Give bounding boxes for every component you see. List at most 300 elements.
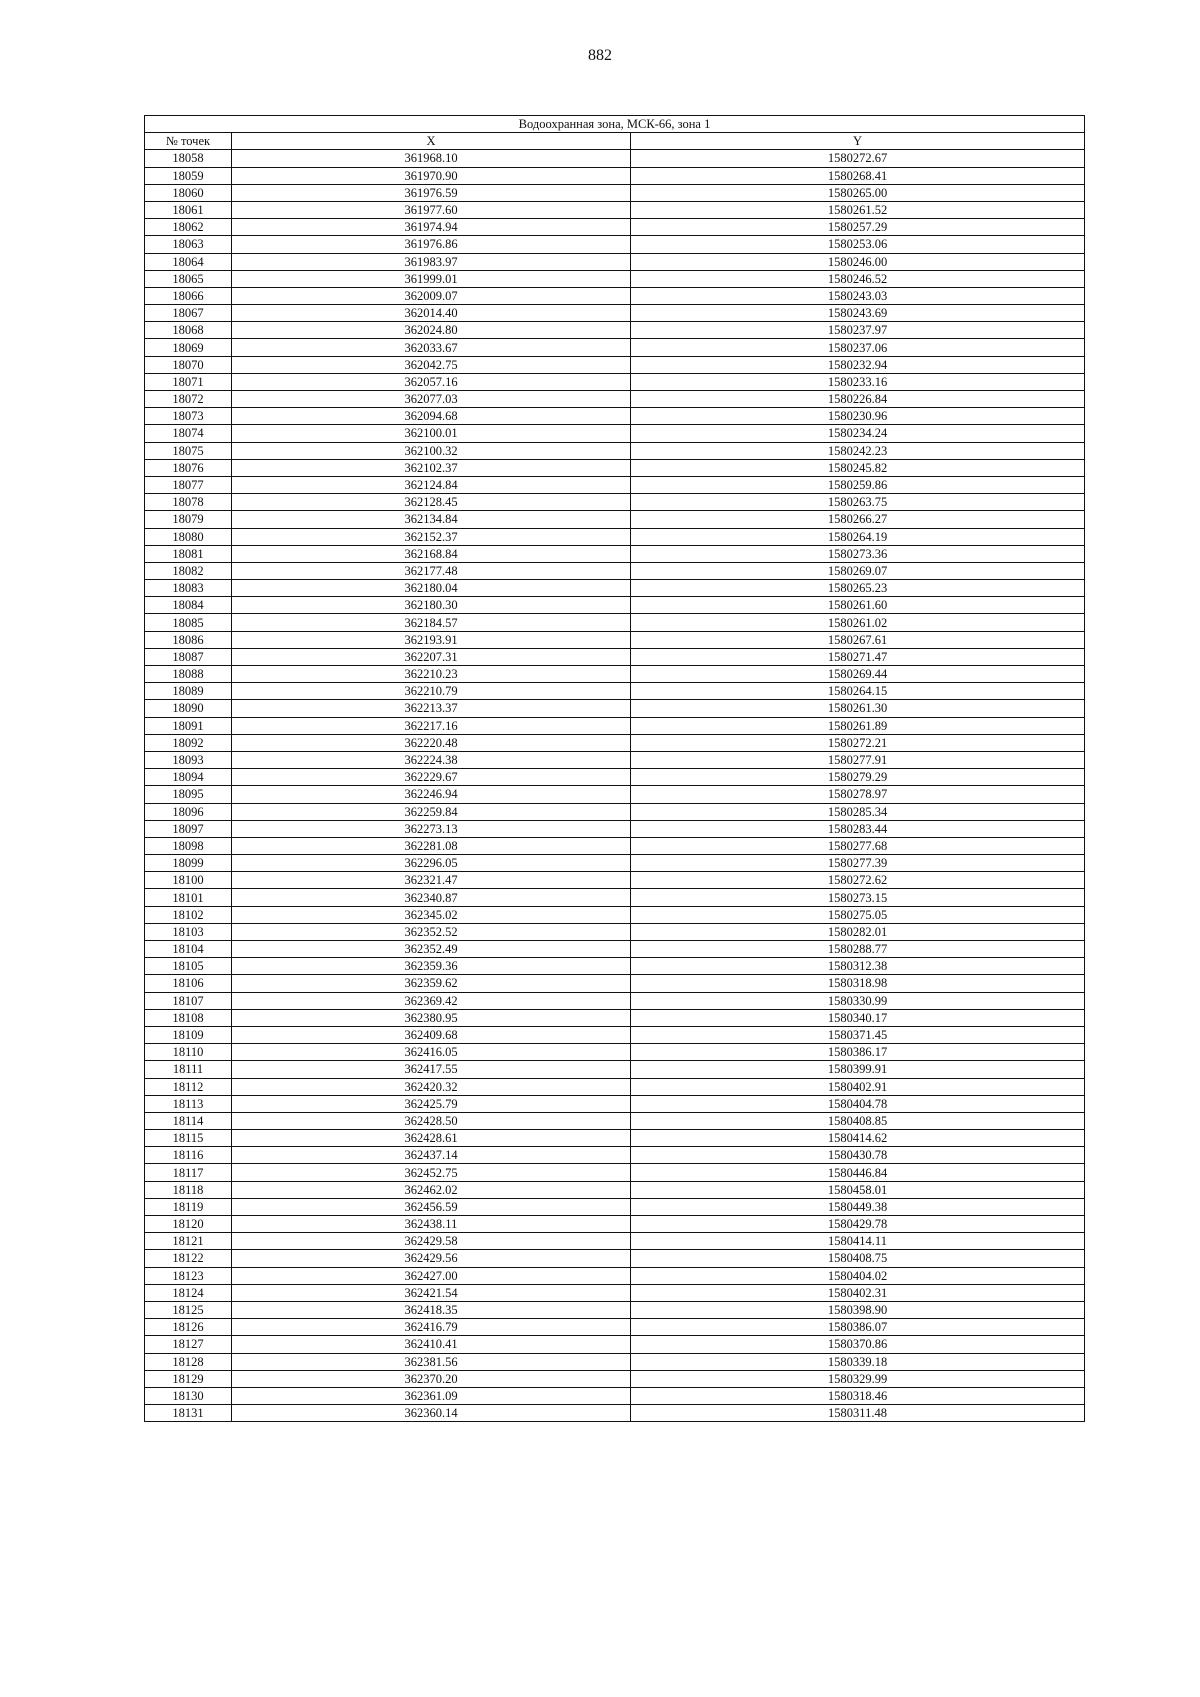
cell-x: 362462.02 [232,1181,631,1198]
cell-x: 362128.45 [232,494,631,511]
table-row [145,786,1085,803]
cell-x: 362152.37 [232,528,631,545]
cell-x: 362409.68 [232,1026,631,1043]
cell-x: 362224.38 [232,751,631,768]
table-row [145,923,1085,940]
cell-y: 1580269.07 [631,562,1085,579]
cell-point-number: 18093 [145,751,232,768]
cell-x: 362077.03 [232,391,631,408]
cell-y: 1580245.82 [631,459,1085,476]
table-row [145,511,1085,528]
cell-y: 1580283.44 [631,820,1085,837]
cell-y: 1580402.31 [631,1284,1085,1301]
cell-y: 1580271.47 [631,648,1085,665]
table-row [145,580,1085,597]
table-row [145,1233,1085,1250]
cell-x: 362213.37 [232,700,631,717]
cell-point-number: 18108 [145,1009,232,1026]
table-row [145,1250,1085,1267]
cell-x: 361976.86 [232,236,631,253]
cell-point-number: 18129 [145,1370,232,1387]
cell-point-number: 18058 [145,150,232,167]
cell-y: 1580243.69 [631,305,1085,322]
cell-point-number: 18106 [145,975,232,992]
coordinates-table [144,115,1085,1422]
cell-x: 362094.68 [232,408,631,425]
cell-x: 362429.56 [232,1250,631,1267]
cell-x: 362381.56 [232,1353,631,1370]
cell-y: 1580265.23 [631,580,1085,597]
cell-y: 1580261.30 [631,700,1085,717]
table-row [145,1405,1085,1422]
cell-point-number: 18112 [145,1078,232,1095]
cell-point-number: 18118 [145,1181,232,1198]
table-row [145,597,1085,614]
table-row [145,1130,1085,1147]
cell-y: 1580318.98 [631,975,1085,992]
cell-point-number: 18067 [145,305,232,322]
cell-y: 1580275.05 [631,906,1085,923]
cell-point-number: 18098 [145,837,232,854]
cell-point-number: 18105 [145,958,232,975]
cell-y: 1580449.38 [631,1198,1085,1215]
cell-y: 1580458.01 [631,1181,1085,1198]
table-row [145,837,1085,854]
cell-x: 362352.52 [232,923,631,940]
cell-y: 1580402.91 [631,1078,1085,1095]
cell-x: 362321.47 [232,872,631,889]
table-row [145,562,1085,579]
cell-point-number: 18078 [145,494,232,511]
table-row [145,1387,1085,1404]
cell-y: 1580268.41 [631,167,1085,184]
cell-y: 1580230.96 [631,408,1085,425]
table-row [145,683,1085,700]
cell-x: 362425.79 [232,1095,631,1112]
cell-point-number: 18090 [145,700,232,717]
cell-x: 362100.01 [232,425,631,442]
cell-y: 1580404.02 [631,1267,1085,1284]
cell-y: 1580386.07 [631,1319,1085,1336]
cell-point-number: 18082 [145,562,232,579]
cell-point-number: 18091 [145,717,232,734]
cell-y: 1580266.27 [631,511,1085,528]
cell-x: 362359.36 [232,958,631,975]
cell-y: 1580277.39 [631,855,1085,872]
table-row [145,270,1085,287]
cell-y: 1580273.36 [631,545,1085,562]
table-row [145,476,1085,493]
table-title: Водоохранная зона, МСК-66, зона 1 [145,116,1085,133]
table-row [145,666,1085,683]
cell-y: 1580340.17 [631,1009,1085,1026]
cell-point-number: 18083 [145,580,232,597]
table-row [145,992,1085,1009]
cell-x: 362210.23 [232,666,631,683]
table-row [145,1078,1085,1095]
cell-x: 362220.48 [232,734,631,751]
table-row [145,1164,1085,1181]
table-row [145,1353,1085,1370]
cell-x: 361983.97 [232,253,631,270]
cell-x: 362428.61 [232,1130,631,1147]
cell-x: 361976.59 [232,184,631,201]
cell-y: 1580259.86 [631,476,1085,493]
cell-point-number: 18061 [145,201,232,218]
cell-point-number: 18103 [145,923,232,940]
table-row [145,459,1085,476]
table-body [145,150,1085,1422]
cell-point-number: 18070 [145,356,232,373]
table-row [145,391,1085,408]
cell-y: 1580329.99 [631,1370,1085,1387]
cell-point-number: 18131 [145,1405,232,1422]
cell-y: 1580370.86 [631,1336,1085,1353]
cell-y: 1580261.60 [631,597,1085,614]
cell-y: 1580404.78 [631,1095,1085,1112]
cell-y: 1580312.38 [631,958,1085,975]
cell-x: 362416.05 [232,1044,631,1061]
cell-y: 1580226.84 [631,391,1085,408]
table-row [145,1198,1085,1215]
table-row [145,1061,1085,1078]
cell-point-number: 18101 [145,889,232,906]
table-row [145,958,1085,975]
cell-y: 1580339.18 [631,1353,1085,1370]
cell-x: 362180.04 [232,580,631,597]
table-row [145,1216,1085,1233]
cell-point-number: 18113 [145,1095,232,1112]
cell-point-number: 18094 [145,769,232,786]
cell-point-number: 18100 [145,872,232,889]
cell-y: 1580263.75 [631,494,1085,511]
table-row [145,855,1085,872]
table-row [145,322,1085,339]
table-row [145,236,1085,253]
table-row [145,751,1085,768]
cell-point-number: 18127 [145,1336,232,1353]
table-row [145,872,1085,889]
cell-point-number: 18059 [145,167,232,184]
table-row [145,287,1085,304]
cell-y: 1580408.85 [631,1112,1085,1129]
table-row [145,219,1085,236]
cell-y: 1580261.52 [631,201,1085,218]
cell-point-number: 18063 [145,236,232,253]
cell-x: 362452.75 [232,1164,631,1181]
cell-x: 362296.05 [232,855,631,872]
cell-x: 362134.84 [232,511,631,528]
cell-point-number: 18125 [145,1301,232,1318]
cell-point-number: 18060 [145,184,232,201]
cell-x: 362360.14 [232,1405,631,1422]
cell-x: 361974.94 [232,219,631,236]
cell-x: 361999.01 [232,270,631,287]
cell-y: 1580285.34 [631,803,1085,820]
table-row [145,941,1085,958]
cell-x: 362428.50 [232,1112,631,1129]
cell-point-number: 18107 [145,992,232,1009]
cell-point-number: 18096 [145,803,232,820]
table-row [145,631,1085,648]
cell-x: 362177.48 [232,562,631,579]
cell-y: 1580318.46 [631,1387,1085,1404]
cell-x: 362024.80 [232,322,631,339]
cell-y: 1580246.00 [631,253,1085,270]
cell-y: 1580430.78 [631,1147,1085,1164]
cell-x: 362438.11 [232,1216,631,1233]
table-row [145,803,1085,820]
cell-point-number: 18071 [145,373,232,390]
table-row [145,1319,1085,1336]
cell-y: 1580414.11 [631,1233,1085,1250]
cell-point-number: 18092 [145,734,232,751]
cell-point-number: 18062 [145,219,232,236]
cell-x: 362193.91 [232,631,631,648]
cell-y: 1580246.52 [631,270,1085,287]
cell-x: 362369.42 [232,992,631,1009]
table-row [145,528,1085,545]
cell-y: 1580272.62 [631,872,1085,889]
cell-point-number: 18110 [145,1044,232,1061]
cell-y: 1580278.97 [631,786,1085,803]
cell-y: 1580273.15 [631,889,1085,906]
cell-x: 362042.75 [232,356,631,373]
cell-point-number: 18075 [145,442,232,459]
table-row [145,906,1085,923]
table-row [145,425,1085,442]
cell-x: 362184.57 [232,614,631,631]
cell-point-number: 18128 [145,1353,232,1370]
cell-y: 1580371.45 [631,1026,1085,1043]
table-title-row [145,116,1085,133]
cell-y: 1580446.84 [631,1164,1085,1181]
cell-y: 1580261.89 [631,717,1085,734]
table-row [145,889,1085,906]
cell-y: 1580269.44 [631,666,1085,683]
cell-point-number: 18086 [145,631,232,648]
cell-y: 1580330.99 [631,992,1085,1009]
cell-x: 362057.16 [232,373,631,390]
cell-x: 362217.16 [232,717,631,734]
cell-point-number: 18069 [145,339,232,356]
cell-y: 1580311.48 [631,1405,1085,1422]
cell-point-number: 18066 [145,287,232,304]
cell-x: 362352.49 [232,941,631,958]
cell-x: 362427.00 [232,1267,631,1284]
cell-x: 362456.59 [232,1198,631,1215]
cell-x: 362229.67 [232,769,631,786]
cell-point-number: 18072 [145,391,232,408]
page-number: 882 [588,47,612,64]
cell-point-number: 18114 [145,1112,232,1129]
header-x: X [232,133,631,150]
cell-y: 1580279.29 [631,769,1085,786]
cell-point-number: 18109 [145,1026,232,1043]
cell-y: 1580282.01 [631,923,1085,940]
cell-point-number: 18115 [145,1130,232,1147]
cell-y: 1580265.00 [631,184,1085,201]
cell-point-number: 18122 [145,1250,232,1267]
cell-y: 1580277.68 [631,837,1085,854]
table-row [145,305,1085,322]
table-row [145,1026,1085,1043]
cell-y: 1580234.24 [631,425,1085,442]
cell-y: 1580277.91 [631,751,1085,768]
cell-x: 362033.67 [232,339,631,356]
table-row [145,1370,1085,1387]
cell-point-number: 18120 [145,1216,232,1233]
cell-y: 1580414.62 [631,1130,1085,1147]
cell-point-number: 18097 [145,820,232,837]
cell-point-number: 18085 [145,614,232,631]
table-row [145,201,1085,218]
table-row [145,614,1085,631]
table-row [145,150,1085,167]
cell-point-number: 18064 [145,253,232,270]
table-row [145,253,1085,270]
cell-x: 361968.10 [232,150,631,167]
table-row [145,820,1085,837]
cell-point-number: 18081 [145,545,232,562]
cell-point-number: 18073 [145,408,232,425]
cell-point-number: 18077 [145,476,232,493]
cell-point-number: 18123 [145,1267,232,1284]
table-row [145,1284,1085,1301]
table-row [145,1147,1085,1164]
cell-x: 361977.60 [232,201,631,218]
table-row [145,1301,1085,1318]
table-row [145,184,1085,201]
cell-y: 1580253.06 [631,236,1085,253]
cell-y: 1580272.21 [631,734,1085,751]
cell-point-number: 18121 [145,1233,232,1250]
cell-y: 1580264.19 [631,528,1085,545]
table-row [145,1044,1085,1061]
cell-y: 1580267.61 [631,631,1085,648]
table-row [145,545,1085,562]
cell-point-number: 18116 [145,1147,232,1164]
cell-point-number: 18119 [145,1198,232,1215]
cell-point-number: 18068 [145,322,232,339]
cell-x: 362273.13 [232,820,631,837]
cell-x: 362207.31 [232,648,631,665]
cell-x: 362416.79 [232,1319,631,1336]
cell-x: 362380.95 [232,1009,631,1026]
cell-y: 1580261.02 [631,614,1085,631]
cell-point-number: 18124 [145,1284,232,1301]
cell-x: 362246.94 [232,786,631,803]
cell-x: 362014.40 [232,305,631,322]
cell-point-number: 18074 [145,425,232,442]
cell-x: 362359.62 [232,975,631,992]
cell-point-number: 18079 [145,511,232,528]
cell-point-number: 18065 [145,270,232,287]
table-row [145,1112,1085,1129]
cell-x: 362281.08 [232,837,631,854]
cell-y: 1580232.94 [631,356,1085,373]
table-row [145,975,1085,992]
cell-y: 1580408.75 [631,1250,1085,1267]
header-point-number: № точек [145,133,232,150]
table-row [145,339,1085,356]
table-row [145,408,1085,425]
cell-x: 362370.20 [232,1370,631,1387]
cell-x: 361970.90 [232,167,631,184]
cell-y: 1580429.78 [631,1216,1085,1233]
table-row [145,734,1085,751]
cell-x: 362210.79 [232,683,631,700]
table-row [145,494,1085,511]
table-row [145,167,1085,184]
cell-x: 362429.58 [232,1233,631,1250]
cell-y: 1580288.77 [631,941,1085,958]
cell-x: 362361.09 [232,1387,631,1404]
cell-point-number: 18099 [145,855,232,872]
cell-point-number: 18088 [145,666,232,683]
cell-x: 362418.35 [232,1301,631,1318]
cell-x: 362100.32 [232,442,631,459]
cell-x: 362437.14 [232,1147,631,1164]
cell-x: 362340.87 [232,889,631,906]
cell-point-number: 18080 [145,528,232,545]
cell-point-number: 18104 [145,941,232,958]
cell-x: 362102.37 [232,459,631,476]
cell-y: 1580398.90 [631,1301,1085,1318]
table-row [145,1009,1085,1026]
cell-y: 1580243.03 [631,287,1085,304]
cell-y: 1580399.91 [631,1061,1085,1078]
cell-point-number: 18111 [145,1061,232,1078]
table-row [145,700,1085,717]
cell-y: 1580386.17 [631,1044,1085,1061]
cell-x: 362420.32 [232,1078,631,1095]
table-row [145,717,1085,734]
table-row [145,356,1085,373]
cell-x: 362124.84 [232,476,631,493]
header-y: Y [631,133,1085,150]
table-row [145,373,1085,390]
cell-point-number: 18076 [145,459,232,476]
cell-x: 362180.30 [232,597,631,614]
table-row [145,648,1085,665]
cell-point-number: 18102 [145,906,232,923]
cell-x: 362345.02 [232,906,631,923]
table-row [145,1336,1085,1353]
cell-y: 1580237.97 [631,322,1085,339]
cell-x: 362421.54 [232,1284,631,1301]
table-row [145,442,1085,459]
cell-y: 1580237.06 [631,339,1085,356]
cell-point-number: 18089 [145,683,232,700]
cell-y: 1580257.29 [631,219,1085,236]
cell-point-number: 18126 [145,1319,232,1336]
cell-point-number: 18087 [145,648,232,665]
cell-y: 1580233.16 [631,373,1085,390]
cell-x: 362417.55 [232,1061,631,1078]
cell-x: 362410.41 [232,1336,631,1353]
table-row [145,1267,1085,1284]
cell-y: 1580242.23 [631,442,1085,459]
cell-x: 362259.84 [232,803,631,820]
cell-x: 362168.84 [232,545,631,562]
table-header-row [145,133,1085,150]
cell-point-number: 18117 [145,1164,232,1181]
table-row [145,1095,1085,1112]
cell-point-number: 18084 [145,597,232,614]
table-row [145,1181,1085,1198]
cell-point-number: 18095 [145,786,232,803]
